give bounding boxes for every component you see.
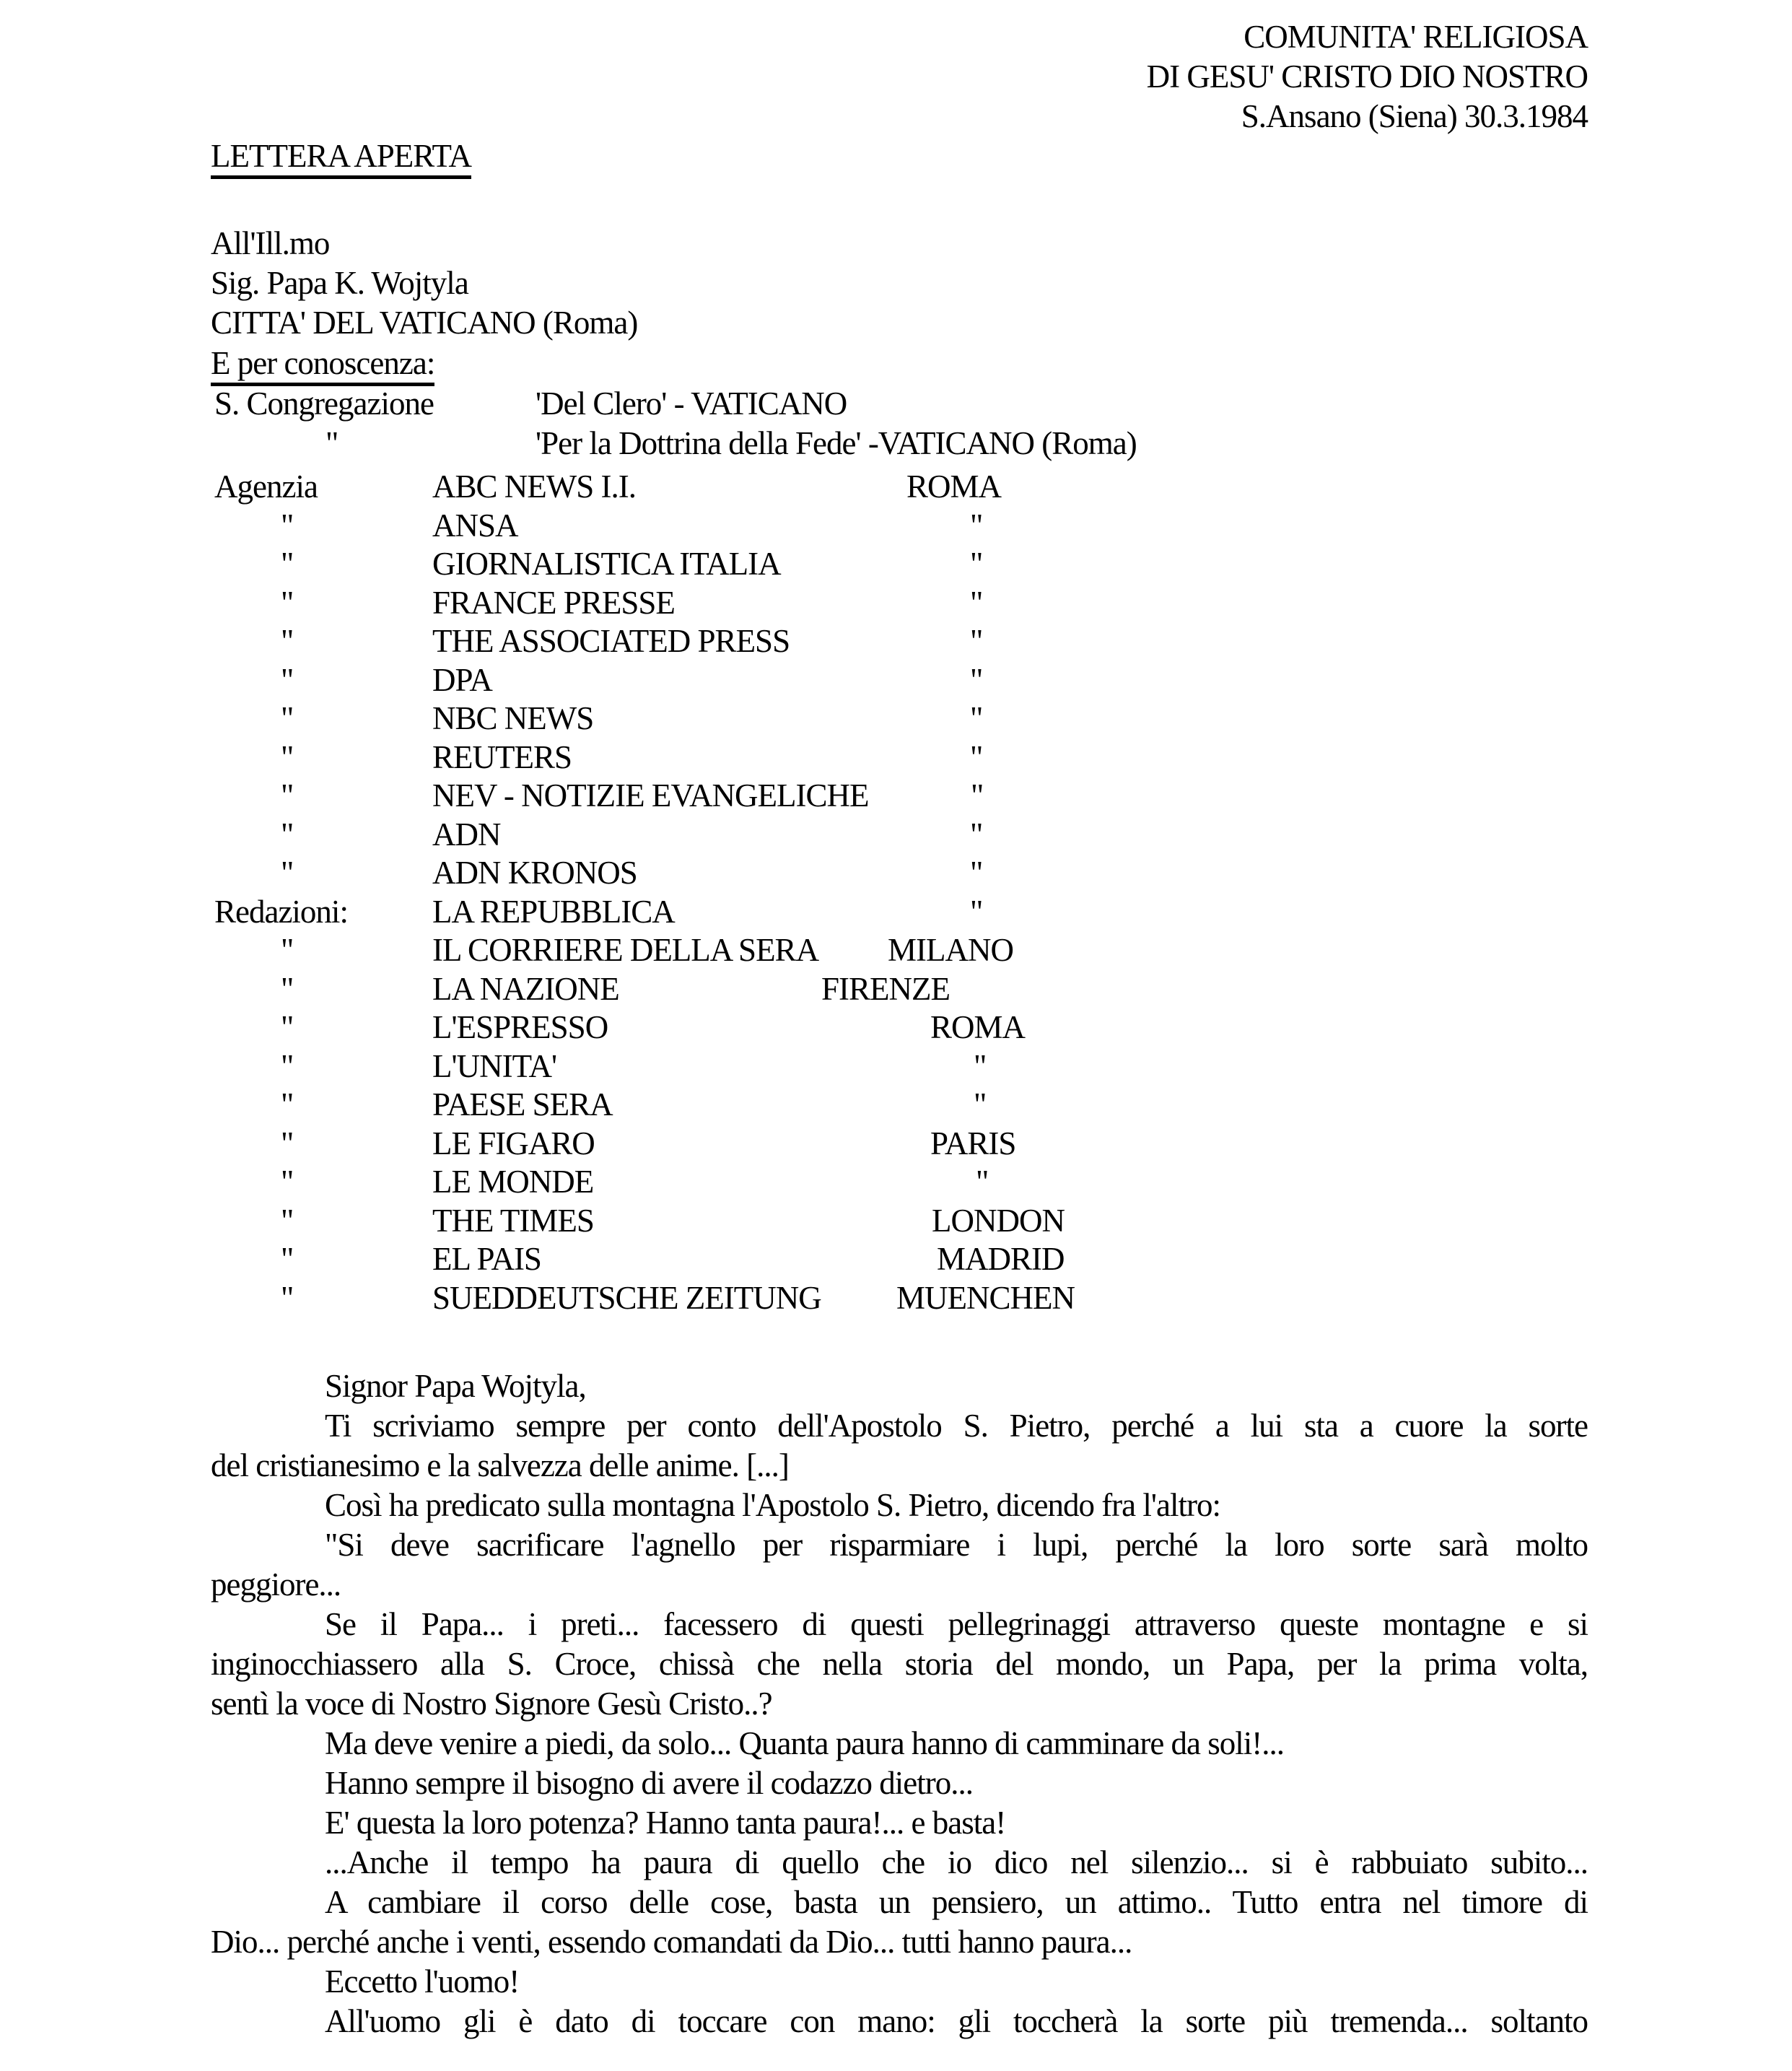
recipient-c2: FRANCE PRESSE [432, 584, 675, 621]
paragraph-line: peggiore... [211, 1566, 341, 1603]
paragraph-line: Ma deve venire a piedi, da solo... Quanta paura hanno di camminare da soli!... [325, 1725, 1285, 1761]
recipient-c3: LONDON [932, 1202, 1065, 1239]
paragraph-line: Eccetto l'uomo! [325, 1963, 520, 2000]
recipient-row [211, 1008, 1588, 1047]
letter-body [211, 1366, 1588, 2041]
recipient-c1: Redazioni: [214, 893, 348, 930]
address-line-3: CITTA' DEL VATICANO (Roma) [211, 305, 638, 341]
paragraph-line: A cambiare il corso delle cose, basta un pensiero, un attimo.. Tutto entra nel timore di [325, 1884, 1588, 1920]
paragraph-line: sentì la voce di Nostro Signore Gesù Cristo..? [211, 1686, 772, 1722]
recipient-c1: " [281, 738, 294, 775]
recipient-c3: " [970, 855, 983, 891]
recipient-c3: " [974, 1047, 987, 1084]
recipient-c1: " [281, 546, 294, 582]
paragraph-line: All'uomo gli è dato di toccare con mano: gli toccherà la sorte più tremenda... soltanto [325, 2003, 1588, 2039]
recipient-c1: " [281, 661, 294, 698]
paragraph-line: Hanno sempre il bisogno di avere il codazzo dietro... [325, 1765, 973, 1801]
recipient-c3: " [970, 507, 983, 544]
paragraph-line: Signor Papa Wojtyla, [325, 1368, 586, 1404]
congregation-c1: S. Congregazione [214, 385, 434, 422]
recipient-c1: " [281, 507, 294, 544]
recipient-c2: NBC NEWS [432, 700, 594, 736]
recipient-c1: " [281, 1047, 294, 1084]
recipient-c3: MILANO [888, 932, 1013, 968]
recipient-c3: ROMA [906, 468, 1002, 505]
recipient-row [211, 661, 1588, 700]
recipient-row [211, 468, 1588, 507]
recipient-c1: " [281, 816, 294, 853]
recipient-row [211, 1047, 1588, 1086]
letterhead-line-1: COMUNITA' RELIGIOSA [1244, 19, 1588, 55]
recipient-c3: " [970, 893, 983, 930]
recipient-row [211, 893, 1588, 932]
recipient-c2: GIORNALISTICA ITALIA [432, 546, 781, 582]
recipient-c1: " [281, 970, 294, 1007]
recipient-row [211, 931, 1588, 970]
paragraph [211, 1843, 1588, 1883]
cc-heading-wrap [211, 344, 434, 386]
recipient-row [211, 584, 1588, 623]
recipient-c2: DPA [432, 661, 492, 698]
paragraph [211, 1406, 1588, 1486]
paragraph-line: Ti scriviamo sempre per conto dell'Apostolo S. Pietro, perché a lui sta a cuore la sorte [325, 1408, 1588, 1444]
recipient-row [211, 854, 1588, 893]
recipient-row [211, 507, 1588, 546]
recipient-c1: " [281, 1086, 294, 1122]
recipient-address [211, 224, 637, 343]
paragraph-line: del cristianesimo e la salvezza delle anime. [...] [211, 1447, 789, 1483]
recipient-c3: " [970, 546, 983, 582]
recipient-c1: " [281, 1241, 294, 1277]
paragraph [211, 1366, 1588, 1406]
recipient-c2: ADN [432, 816, 501, 853]
recipient-c1: " [281, 584, 294, 621]
paragraph [211, 1763, 1588, 1803]
paragraph [211, 1724, 1588, 1763]
paragraph-line: Se il Papa... i preti... facessero di questi pellegrinaggi attraverso queste montagne e si [325, 1606, 1588, 1642]
recipient-c1: " [281, 1009, 294, 1045]
recipient-c3: " [974, 1086, 987, 1122]
recipient-c3: " [971, 777, 984, 814]
recipient-row [211, 1202, 1588, 1241]
paragraph-line: "Si deve sacrificare l'agnello per risparmiare i lupi, perché la loro sorte sarà molto [325, 1527, 1588, 1563]
recipient-c2: LA REPUBBLICA [432, 893, 675, 930]
recipient-c3: " [970, 738, 983, 775]
recipient-c3: " [970, 816, 983, 853]
recipient-c1: " [281, 1125, 294, 1161]
recipient-c1: " [281, 932, 294, 968]
letterhead-line-3: S.Ansano (Siena) 30.3.1984 [1241, 98, 1588, 134]
cc-heading: E per conoscenza: [211, 345, 434, 386]
paragraph [211, 1962, 1588, 2002]
recipient-c2: THE TIMES [432, 1202, 594, 1239]
recipient-c1: " [281, 1279, 294, 1316]
recipient-c3: " [970, 661, 983, 698]
recipient-row [211, 1086, 1588, 1125]
recipient-c2: L'UNITA' [432, 1047, 557, 1084]
recipient-row [211, 777, 1588, 816]
address-line-2: Sig. Papa K. Wojtyla [211, 265, 468, 301]
recipient-row [211, 816, 1588, 855]
letter-title-wrap [211, 137, 471, 179]
address-line-1: All'Ill.mo [211, 225, 330, 261]
recipient-c3: MUENCHEN [896, 1279, 1075, 1316]
recipient-c1: " [281, 700, 294, 736]
recipient-row [211, 699, 1588, 738]
recipient-c2: ABC NEWS I.I. [432, 468, 636, 505]
recipient-c2: EL PAIS [432, 1241, 541, 1277]
recipient-row [211, 622, 1588, 661]
paragraph-line: E' questa la loro potenza? Hanno tanta paura!... e basta! [325, 1805, 1006, 1841]
recipient-c2: THE ASSOCIATED PRESS [432, 623, 790, 659]
paragraph [211, 1803, 1588, 1843]
recipient-c2: ADN KRONOS [432, 855, 637, 891]
congregation-list [211, 384, 1588, 463]
recipient-c3: MADRID [937, 1241, 1065, 1277]
recipient-c2: NEV - NOTIZIE EVANGELICHE [432, 777, 869, 814]
recipient-c3: " [970, 623, 983, 659]
recipient-row [211, 1163, 1588, 1202]
recipient-c3: FIRENZE [821, 970, 950, 1007]
recipient-c3: ROMA [930, 1009, 1026, 1045]
recipient-c3: " [970, 700, 983, 736]
recipient-table [211, 468, 1588, 1317]
recipient-row [211, 1125, 1588, 1164]
paragraph [211, 1605, 1588, 1724]
recipient-row [211, 1240, 1588, 1279]
recipient-c2: LA NAZIONE [432, 970, 619, 1007]
recipient-c2: LE MONDE [432, 1164, 594, 1200]
recipient-c1: Agenzia [214, 468, 318, 505]
paragraph [211, 1883, 1588, 1962]
letter-content [211, 0, 1588, 2071]
letter-title: LETTERA APERTA [211, 138, 471, 179]
recipient-c1: " [281, 1202, 294, 1239]
recipient-c2: PAESE SERA [432, 1086, 613, 1122]
congregation-row [211, 424, 1588, 463]
letterhead [211, 17, 1588, 136]
recipient-c2: L'ESPRESSO [432, 1009, 608, 1045]
congregation-c2: 'Del Clero' - VATICANO [536, 385, 847, 422]
paragraph-line: ...Anche il tempo ha paura di quello che io dico nel silenzio... si è rabbuiato subito... [325, 1844, 1588, 1880]
paragraph-line: inginocchiassero alla S. Croce, chissà che nella storia del mondo, un Papa, per la prima volta, [211, 1646, 1588, 1682]
recipient-c1: " [281, 1164, 294, 1200]
paragraph [211, 1525, 1588, 1605]
recipient-row [211, 738, 1588, 777]
recipient-c1: " [281, 855, 294, 891]
paragraph [211, 2002, 1588, 2041]
recipient-row [211, 970, 1588, 1009]
recipient-row [211, 545, 1588, 584]
congregation-row [211, 384, 1588, 424]
recipient-c2: SUEDDEUTSCHE ZEITUNG [432, 1279, 821, 1316]
congregation-c2: 'Per la Dottrina della Fede' -VATICANO (Roma) [536, 425, 1137, 461]
paragraph-line: Così ha predicato sulla montagna l'Apostolo S. Pietro, dicendo fra l'altro: [325, 1487, 1220, 1523]
recipient-c3: PARIS [930, 1125, 1016, 1161]
recipient-row [211, 1279, 1588, 1318]
recipient-c3: " [976, 1164, 989, 1200]
recipient-c1: " [281, 623, 294, 659]
recipient-c1: " [281, 777, 294, 814]
congregation-c1: " [325, 425, 338, 461]
recipient-c2: ANSA [432, 507, 518, 544]
paragraph-line: Dio... perché anche i venti, essendo comandati da Dio... tutti hanno paura... [211, 1924, 1132, 1960]
recipient-c2: LE FIGARO [432, 1125, 595, 1161]
recipient-c3: " [970, 584, 983, 621]
letterhead-line-2: DI GESU' CRISTO DIO NOSTRO [1146, 58, 1588, 95]
recipient-c2: REUTERS [432, 738, 572, 775]
recipient-c2: IL CORRIERE DELLA SERA [432, 932, 819, 968]
paragraph [211, 1486, 1588, 1525]
